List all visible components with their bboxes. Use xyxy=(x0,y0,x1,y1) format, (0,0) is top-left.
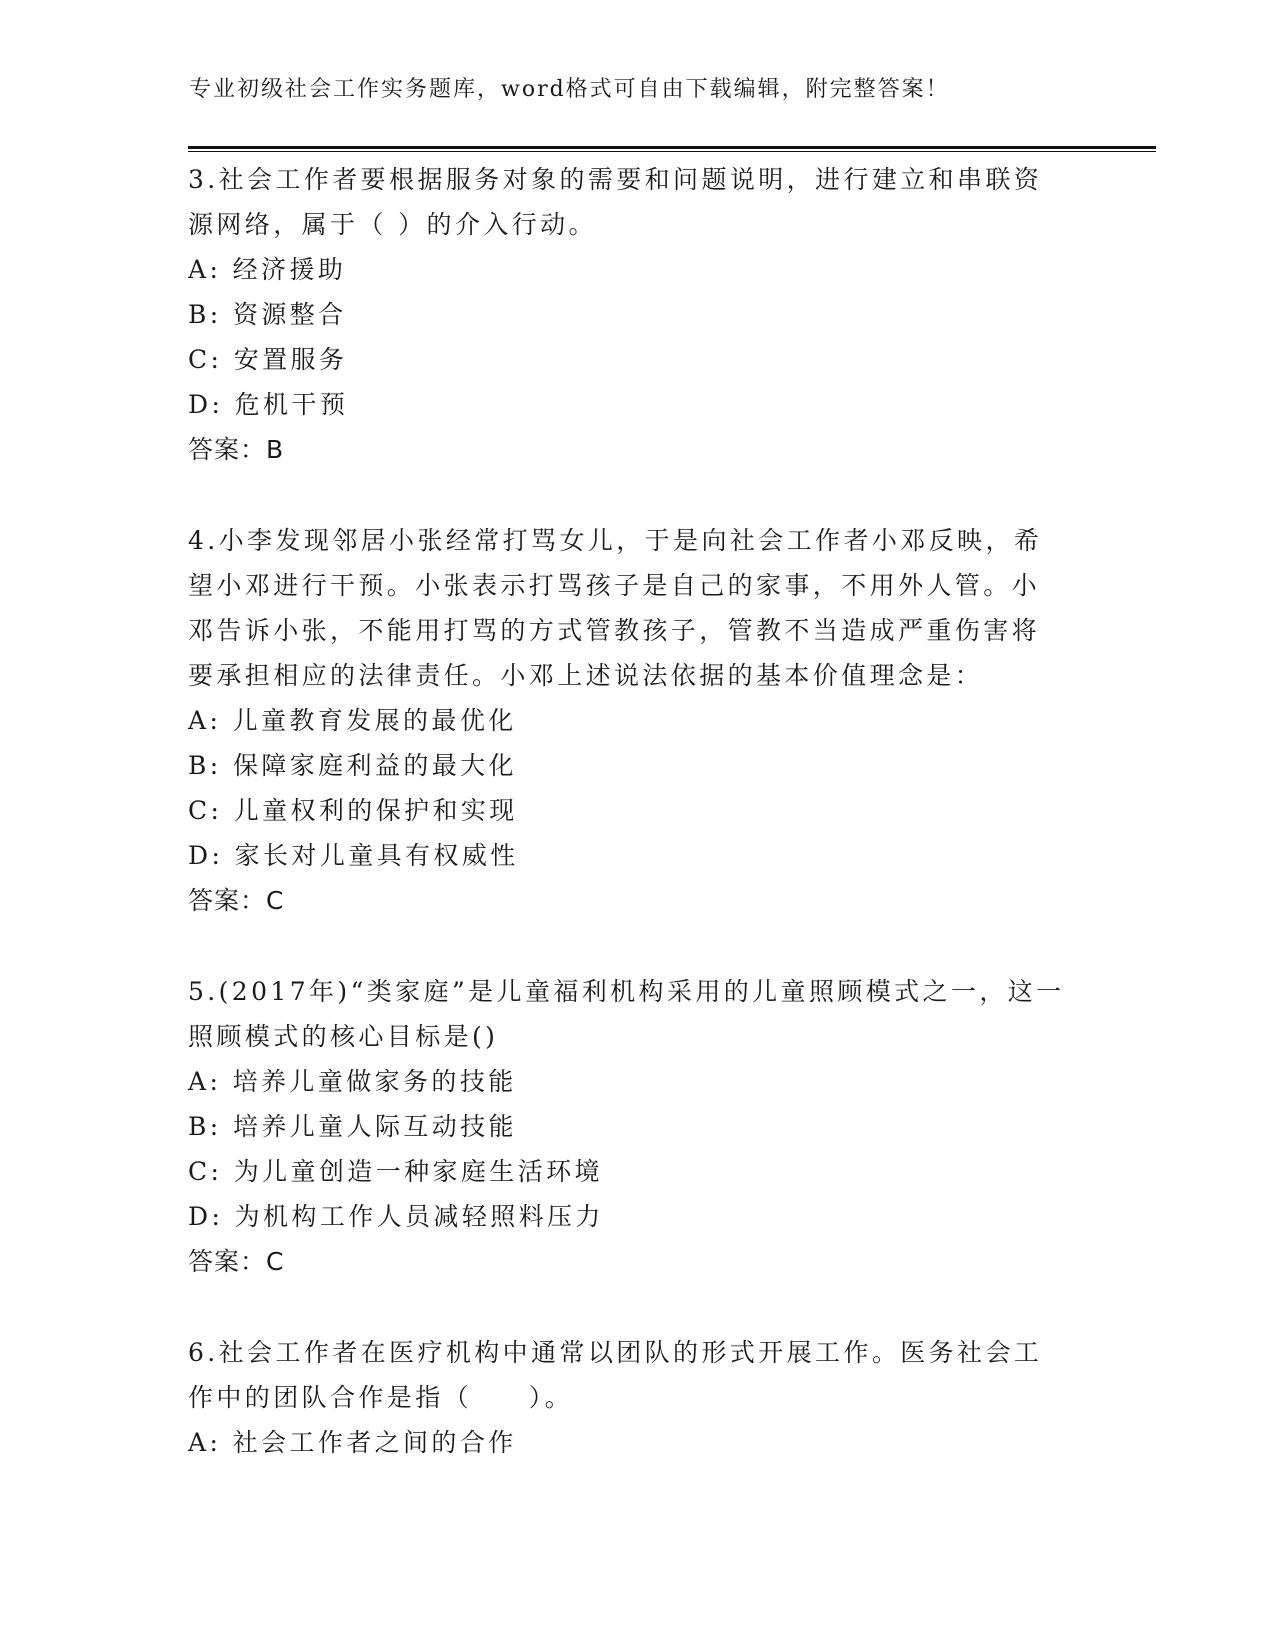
question-text: 6.社会工作者在医疗机构中通常以团队的形式开展工作。医务社会工作中的团队合作是指（ ）。 xyxy=(188,1338,1043,1412)
question-text: 4.小李发现邻居小张经常打骂女儿，于是向社会工作者小邓反映，希望小邓进行干预。小张表示打骂孩子是自己的家事，不用外人管。小邓告诉小张，不能用打骂的方式管教孩子，管教不当造成严重伤害将要承担相应的法律责任。小邓上述说法依据的基本价值理念是： xyxy=(188,526,1043,690)
question-item xyxy=(188,518,1068,923)
header-divider-thin xyxy=(188,151,1156,152)
option-a: A: 经济援助 xyxy=(188,255,347,284)
option-d: D: 危机干预 xyxy=(188,390,349,419)
option-c: C: 儿童权利的保护和实现 xyxy=(188,796,518,825)
option-c: C: 为儿童创造一种家庭生活环境 xyxy=(188,1157,603,1186)
question-text: 3.社会工作者要根据服务对象的需要和问题说明，进行建立和串联资源网络，属于（ ）的介入行动。 xyxy=(188,165,1043,239)
question-text: 5.(2017年)“类家庭”是儿童福利机构采用的儿童照顾模式之一，这一照顾模式的核心目标是() xyxy=(188,977,1065,1051)
option-b: B: 保障家庭利益的最大化 xyxy=(188,751,517,780)
question-item xyxy=(188,969,1068,1284)
question-list xyxy=(188,157,1068,1511)
question-item xyxy=(188,157,1068,472)
answer-text: 答案：C xyxy=(188,1247,285,1276)
option-a: A: 社会工作者之间的合作 xyxy=(188,1428,517,1457)
option-b: B: 资源整合 xyxy=(188,300,347,329)
option-a: A: 儿童教育发展的最优化 xyxy=(188,706,517,735)
option-d: D: 家长对儿童具有权威性 xyxy=(188,841,519,870)
header-divider-thick xyxy=(188,146,1156,149)
answer-text: 答案：C xyxy=(188,886,285,915)
option-c: C: 安置服务 xyxy=(188,345,348,374)
option-b: B: 培养儿童人际互动技能 xyxy=(188,1112,517,1141)
page-header: 专业初级社会工作实务题库，word格式可自由下载编辑，附完整答案！ xyxy=(189,77,950,102)
answer-text: 答案：B xyxy=(188,435,285,464)
option-d: D: 为机构工作人员减轻照料压力 xyxy=(188,1202,604,1231)
option-a: A: 培养儿童做家务的技能 xyxy=(188,1067,517,1096)
question-item xyxy=(188,1330,1068,1465)
